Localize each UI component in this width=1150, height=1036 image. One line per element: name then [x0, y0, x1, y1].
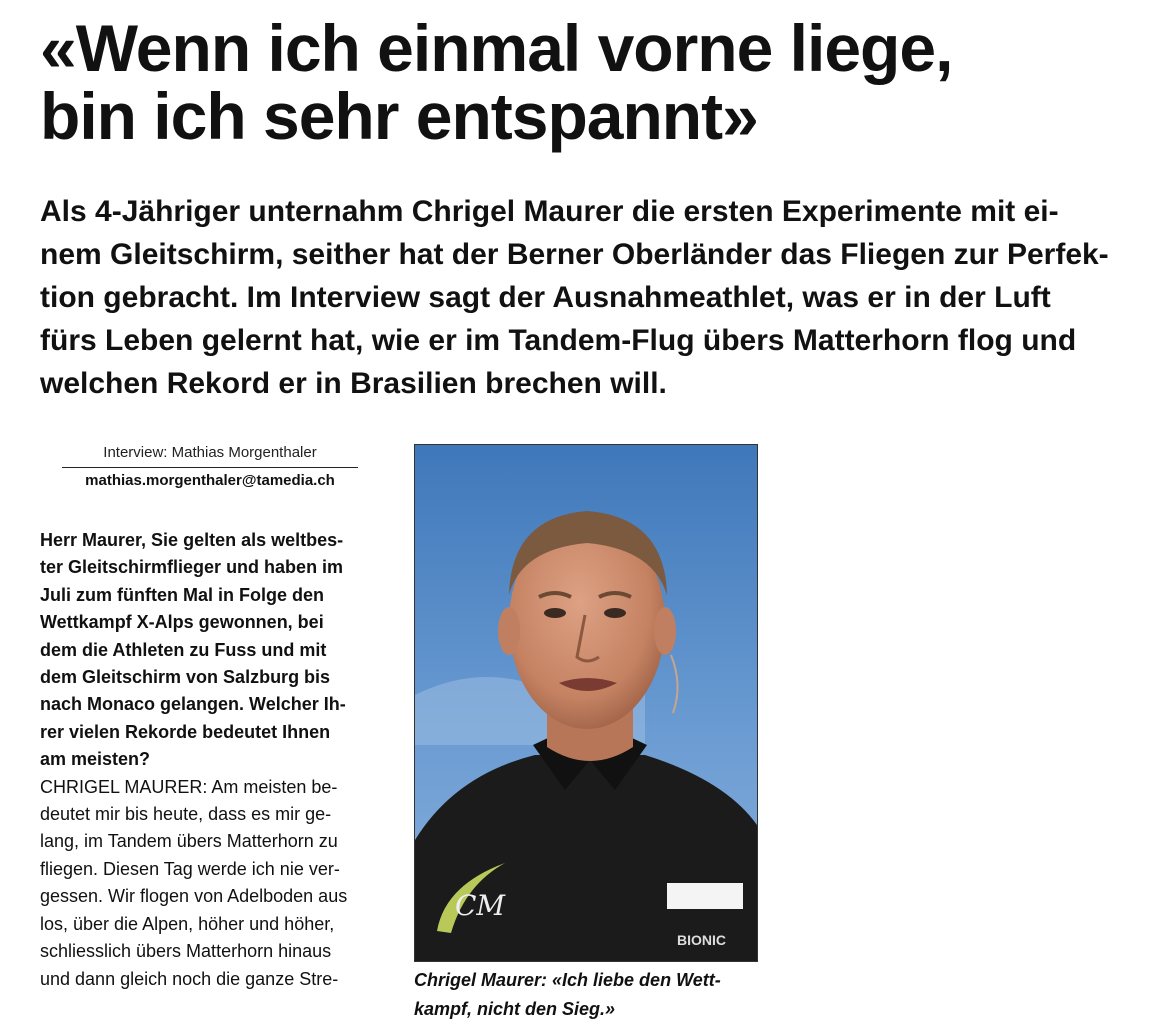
- question-line: nach Monaco gelangen. Welcher Ih-: [40, 694, 346, 715]
- byline-email: mathias.morgenthaler@tamedia.ch: [85, 472, 335, 489]
- answer-line: deutet mir bis heute, dass es mir ge-: [40, 804, 332, 825]
- caption-line: kampf, nicht den Sieg.»: [414, 999, 616, 1019]
- interview-answer: [40, 774, 382, 993]
- left-ear: [498, 607, 520, 655]
- lead-line: welchen Rekord er in Brasilien brechen will.: [40, 367, 667, 400]
- headline-line: bin ich sehr entspannt»: [40, 79, 758, 153]
- lead-line: tion gebracht. Im Interview sagt der Ausnahmeathlet, was er in der Luft: [40, 281, 1051, 314]
- portrait-illustration: [415, 445, 757, 961]
- question-line: ter Gleitschirmflieger und haben im: [40, 557, 344, 578]
- lead-line: nem Gleitschirm, seither hat der Berner Oberländer das Fliegen zur Perfek-: [40, 238, 1109, 271]
- interview-question: [40, 527, 382, 774]
- question-line: dem die Athleten zu Fuss und mit: [40, 639, 327, 660]
- shirt-brand-text: BIONIC: [677, 932, 726, 948]
- byline: [62, 441, 358, 494]
- right-eye: [604, 608, 626, 618]
- name-tag: [667, 883, 743, 909]
- left-eye: [544, 608, 566, 618]
- answer-line: und dann gleich noch die ganze Stre-: [40, 968, 339, 989]
- article-column: [40, 527, 382, 993]
- right-ear: [654, 607, 676, 655]
- torso-shirt: [415, 755, 757, 961]
- answer-line: fliegen. Diesen Tag werde ich nie ver-: [40, 858, 340, 879]
- lead-paragraph: [40, 190, 1140, 405]
- question-line: Wettkampf X-Alps gewonnen, bei: [40, 612, 324, 633]
- lead-line: Als 4-Jähriger unternahm Chrigel Maurer die ersten Experimente mit ei-: [40, 195, 1059, 228]
- question-line: am meisten?: [40, 749, 151, 770]
- answer-line: CHRIGEL MAURER: Am meisten be-: [40, 776, 338, 797]
- answer-line: los, über die Alpen, höher und höher,: [40, 913, 335, 934]
- portrait-photo: [414, 444, 758, 962]
- logo-badge-text: CM: [455, 889, 506, 922]
- question-line: Herr Maurer, Sie gelten als weltbes-: [40, 530, 344, 550]
- headline-line: «Wenn ich einmal vorne liege,: [40, 11, 953, 85]
- headline: [40, 11, 1140, 153]
- caption-line: Chrigel Maurer: «Ich liebe den Wett-: [414, 970, 721, 990]
- photo-caption: [414, 966, 744, 1024]
- question-line: rer vielen Rekorde bedeutet Ihnen: [40, 721, 331, 742]
- question-line: dem Gleitschirm von Salzburg bis: [40, 667, 331, 688]
- answer-line: schliesslich übers Matterhorn hinaus: [40, 941, 332, 962]
- answer-line: lang, im Tandem übers Matterhorn zu: [40, 831, 338, 852]
- byline-author: Interview: Mathias Morgenthaler: [62, 441, 358, 468]
- answer-line: gessen. Wir flogen von Adelboden aus: [40, 886, 348, 907]
- question-line: Juli zum fünften Mal in Folge den: [40, 584, 324, 605]
- lead-line: fürs Leben gelernt hat, wie er im Tandem-Flug übers Matterhorn flog und: [40, 324, 1077, 357]
